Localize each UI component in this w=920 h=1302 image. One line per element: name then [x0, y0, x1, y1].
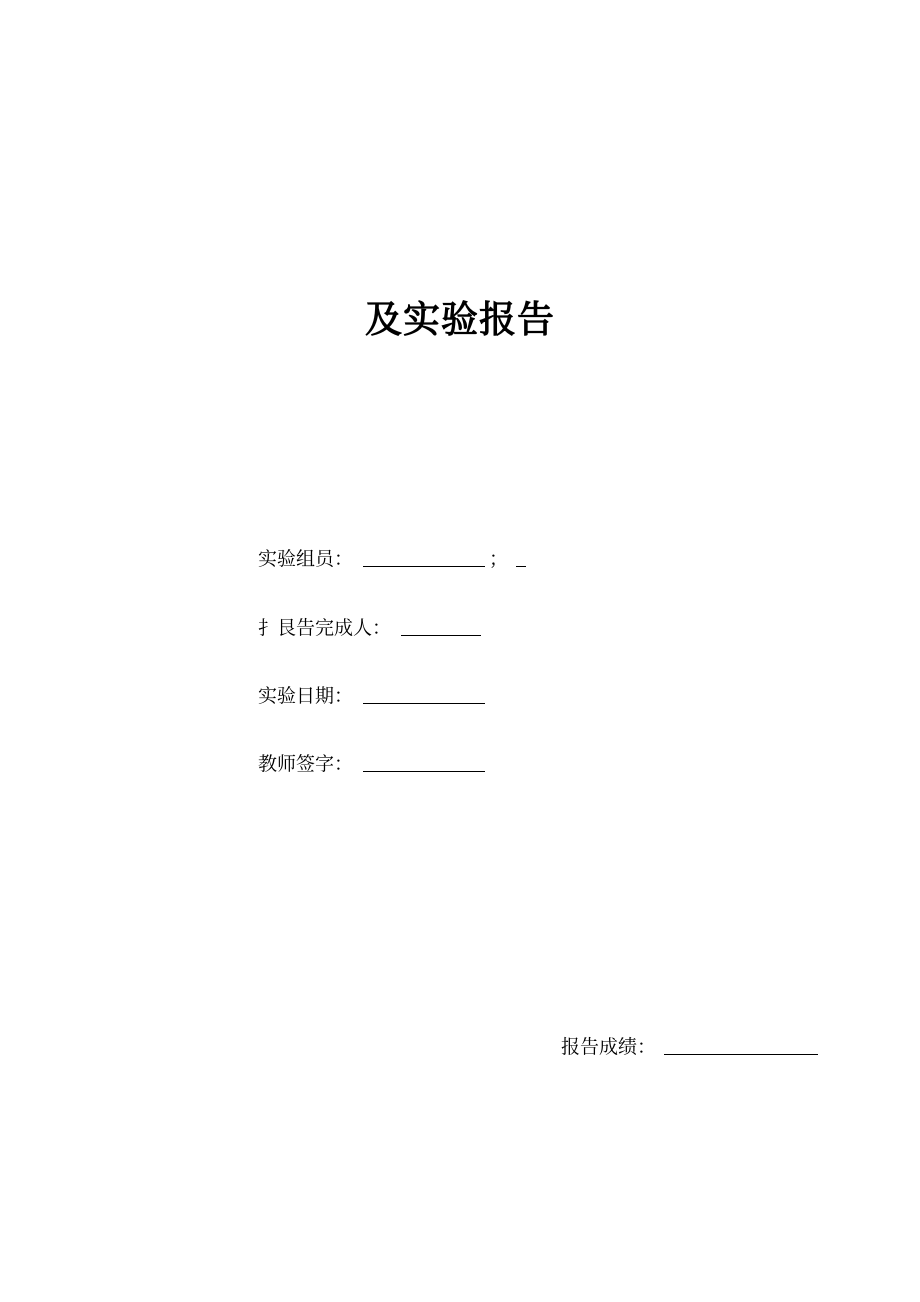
members-field — [258, 546, 526, 572]
members-blank-line[interactable] — [363, 548, 485, 567]
grade-label: 报告成绩： — [561, 1036, 657, 1058]
teacher-signature-blank-line[interactable] — [363, 753, 485, 772]
author-field — [258, 615, 481, 641]
members-second-blank-line[interactable] — [516, 548, 526, 567]
date-blank-line[interactable] — [363, 685, 485, 704]
teacher-signature-label: 教师签字： — [258, 753, 354, 775]
author-label: 扌艮告完成人： — [258, 617, 392, 639]
grade-blank-line[interactable] — [664, 1036, 818, 1055]
author-blank-line[interactable] — [401, 617, 481, 636]
members-label: 实验组员： — [258, 548, 354, 570]
report-title: 及实验报告 — [365, 298, 555, 341]
date-label: 实验日期： — [258, 685, 354, 707]
members-separator: ； — [489, 548, 509, 570]
grade-field — [561, 1034, 818, 1060]
teacher-signature-field — [258, 751, 485, 777]
date-field — [258, 683, 485, 709]
